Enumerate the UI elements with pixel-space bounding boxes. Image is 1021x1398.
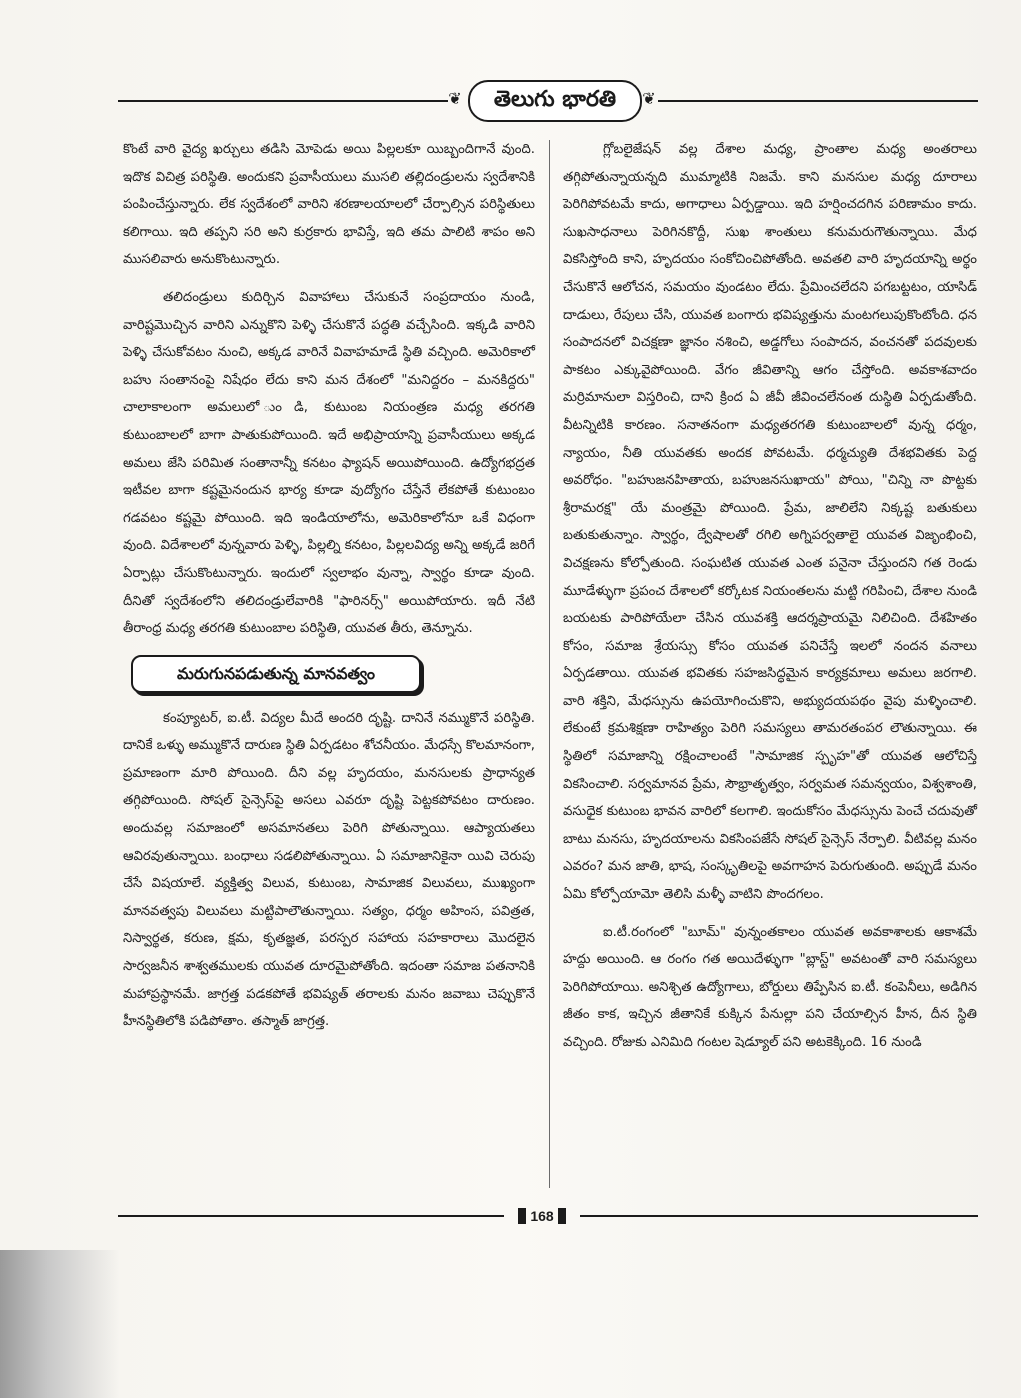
ornament-left-icon: ❦	[448, 89, 462, 108]
page-header	[118, 78, 978, 122]
scan-shadow	[0, 1250, 120, 1398]
footer-rule-right	[580, 1215, 978, 1217]
right-column	[563, 136, 977, 1057]
magazine-title: తెలుగు భారతి	[468, 80, 642, 122]
section-heading: మరుగునపడుతున్న మానవత్వం	[131, 655, 421, 693]
page-number-block-right-icon	[558, 1208, 566, 1224]
column-divider	[549, 140, 550, 1188]
page-number-box	[508, 1204, 576, 1228]
page-footer	[118, 1204, 978, 1228]
left-paragraph-3: కంప్యూటర్, ఐ.టీ. విద్యల మీదే అందరి దృష్టి. దానినే నమ్ముకొనే పరిస్థితి. దానికే ఒళ్ళు అమ్ముకొనే దారుణ స్థితి ఏర్పడటం శోచనీయం. మేధస్సే కొలమానంగా, ప్రమాణంగా మారి పోయింది. దీని వల్ల హృదయం, మనసులకు ప్రాధాన్యత తగ్గిపోయింది. సోషల్ సైన్సెస్‌పై అసలు ఎవరూ దృష్టి పెట్టకపోవటం దారుణం. అందువల్ల సమాజంలో అసమానతలు పెరిగి పోతున్నాయి. ఆప్యాయతలు ఆవిరవుతున్నాయి. బంధాలు సడలిపోతున్నాయి. ఏ సమాజానికైనా యివి చెరుపు చేసే విషయాలే. వ్యక్తిత్వ విలువ, కుటుంబ, సామాజిక విలువలు, ముఖ్యంగా మానవత్వపు విలువలు మట్టిపాలౌతున్నాయి. సత్యం, ధర్మం అహింస, పవిత్రత, నిస్వార్థత, కరుణ, క్షమ, కృతజ్ఞత, పరస్పర సహాయ సహకారాలు మొదలైన సార్వజనీన శాశ్వతములకు యువత దూరమైపోతోంది. ఇదంతా సమాజ పతనానికి మహాప్రస్థానమే. జాగ్రత్త పడకపోతే భవిష్యత్ తరాలకు మనం జవాబు చెప్పుకొనే హీనస్థితిలోకి పడిపోతాం. తస్మాత్ జాగ్రత్త.	[123, 710, 535, 1030]
header-rule-right	[658, 100, 978, 102]
left-paragraph-2: తలిదండ్రులు కుదిర్చిన వివాహాలు చేసుకునే సంప్రదాయం నుండి, వారిష్టమొచ్చిన వారిని ఎన్నుకొని పెళ్ళి చేసుకొనే పద్ధతి వచ్చేసింది. ఇక్కడి వారిని పెళ్ళి చేసుకోవటం నుంచి, అక్కడ వారినే వివాహమాడే స్థితి వచ్చింది. అమెరికాలో బహు సంతానంపై నిషేధం లేదు కాని మన దేశంలో "మనిద్దరం – మనకిద్దరు" చాలాకాలంగా అమలులో ుండి, కుటుంబ నియంత్రణ మధ్య తరగతి కుటుంబాలలో బాగా పాతుకుపోయింది. ఇదే అభిప్రాయాన్ని ప్రవాసీయులు అక్కడ అమలు జేసి పరిమిత సంతానాన్నీ కనటం ఫ్యాషన్ అయిపోయింది. ఉద్యోగభద్రత ఇటీవల బాగా కష్టమైనందున భార్య కూడా వుద్యోగం చేస్తేనే లేకపోతే కుటుంబం గడవటం కష్టమై పోయింది. ఇది ఇండియాలోను, అమెరికాలోనూ ఒకే విధంగా వుంది. విదేశాలలో వున్నవారు పెళ్ళి, పిల్లల్ని కనటం, పిల్లలవిద్య అన్ని అక్కడే జరిగే ఏర్పాట్లు చేసుకొంటున్నారు. ఇందులో స్వలాభం వున్నా, స్వార్థం కూడా వుంది. దీనితో స్వదేశంలోని తలిదండ్రులేవారికి "ఫారినర్స్" అయిపోయారు. ఇదీ నేటి తీరాంధ్ర మధ్య తరగతి కుటుంబాల పరిస్థితి, యువత తీరు, తెన్నూను.	[123, 289, 535, 637]
ornament-right-icon: ❦	[642, 89, 656, 108]
page-number: 168	[530, 1208, 554, 1224]
footer-rule-left	[118, 1215, 504, 1217]
right-paragraph-1: గ్లోబలైజేషన్ వల్ల దేశాల మధ్య, ప్రాంతాల మధ్య అంతరాలు తగ్గిపోతున్నాయన్నది ముమ్మాటికి నిజమే. కాని మనసుల మధ్య దూరాలు పెరిగిపోవటమే కాదు, అగాధాలు ఏర్పడ్డాయి. ఇది హర్షించదగిన పరిణామం కాదు. సుఖసాధనాలు పెరిగినకొద్దీ, సుఖ శాంతులు కనుమరుగౌతున్నాయి. మేధ వికసిస్తోంది కాని, హృదయం సంకోచించిపోతోంది. అవతలి వారి హృదయాన్ని అర్థం చేసుకొనే ఆలోచన, సమయం వుండటం లేదు. ప్రేమించలేదని పగబట్టటం, యాసిడ్ దాడులు, రేపులు చేసి, యువత బంగారు భవిష్యత్తును మంటగలుపుకొంటోంది. ధన సంపాదనలో విచక్షణా జ్ఞానం నశించి, అడ్డగోలు సంపాదన, వంచనతో పదవులకు పాకటం ఎక్కువైపోయింది. వేగం జీవితాన్ని ఆగం చేస్తోంది. అవకాశవాదం మర్రిమానులా విస్తరించి, దాని క్రింద ఏ జీవీ జీవించలేనంత దుస్థితి ఏర్పడుతోంది. వీటన్నిటికి కారణం. సనాతనంగా మధ్యతరగతి కుటుంబాలలో వున్న ధర్మం, న్యాయం, నీతి యువతకు అందక పోవటమే. ధర్మచ్యుతి దేశభవితకు పెద్ద అవరోధం. "బహుజనహితాయ, బహుజనసుఖాయ" పోయి, "చిన్ని నా పొట్టకు శ్రీరామరక్ష" యే మంత్రమై పోయింది. ప్రేమ, జాలిలేని నిక్కష్ట బతుకులు బతుకుతున్నాం. స్వార్థం, ద్వేషాలతో రగిలి అగ్నిపర్వతాలై యువత విజృంభించి, విచక్షణను కోల్పోతుంది. సంఘటిత యువత ఎంత పనైనా చేస్తుందని గత రెండు మూడేళ్ళుగా ప్రపంచ దేశాలలో కర్కోటక నియంతలను మట్టి గరిపించి, దేశాల నుండి బయటకు పారిపోయేలా చేసిన యువశక్తి ఆదర్శప్రాయమై నిలిచింది. దేశహితం కోసం, సమాజ శ్రేయస్సు కోసం యువత పనిచేస్తే ఇలలో నందన వనాలు ఏర్పడతాయి. యువత భవితకు సహజసిద్ధమైన కార్యక్రమాలు అమలు జరగాలి. వారి శక్తిని, మేధస్సును ఉపయోగించుకొని, అభ్యుదయపథం వైపు మళ్ళించాలి. లేకుంటే క్రమశిక్షణా రాహిత్యం పెరిగి సమస్యలు తామరతంపర లౌతున్నాయి. ఈ స్థితిలో సమాజాన్ని రక్షించాలంటే "సామాజిక స్పృహ"తో యువత ఆలోచిస్తే వికసించాలి. సర్వమానవ ప్రేమ, సౌభ్రాతృత్వం, సర్వమత సమన్వయం, విశ్వశాంతి, వసుధైక కుటుంబ భావన వారిలో కలగాలి. ఇందుకోసం మేధస్సును పెంచే చదువుతో బాటు మనసు, హృదయాలను వికసింపజేసే సోషల్ సైన్సెస్ నేర్పాలి. వీటివల్ల మనం ఎవరం? మన జాతి, భాష, సంస్కృతిలపై అవగాహన పెరుగుతుంది. అప్పుడే మనం ఏమి కోల్పోయామో తెలిసి మళ్ళీ వాటిని పొందగలం.	[563, 142, 977, 903]
left-column	[123, 136, 535, 1036]
right-paragraph-2: ఐ.టీ.రంగంలో "బూమ్" వున్నంతకాలం యువత అవకాశాలకు ఆకాశమే హద్దు అయింది. ఆ రంగం గత అయిదేళ్ళుగా "బ్లాస్ట్" అవటంతో వారి సమస్యలు పెరిగిపోయాయి. అనిశ్చిత ఉద్యోగాలు, బోర్డులు తిప్పేసిన ఐ.టీ. కంపెనీలు, అడిగిన జీతం కాక, ఇచ్చిన జీతానికే కుక్కిన పేనుల్లా పని చేయాల్సిన హీన, దీన స్థితి వచ్చింది. రోజుకు ఎనిమిది గంటల షెడ్యూల్ పని అటకెక్కింది. 16 నుండి	[563, 924, 977, 1050]
page-number-block-left-icon	[518, 1208, 526, 1224]
left-paragraph-1: కొంటే వారి వైద్య ఖర్చులు తడిసి మోపెడు అయి పిల్లలకూ యిబ్బందిగానే వుంది. ఇదొక విచిత్ర పరిస్థితి. అందుకని ప్రవాసీయులు ముసలి తల్లిదండ్రులను స్వదేశానికి పంపించేస్తున్నారు. లేక స్వదేశంలో వారిని శరణాలయాలలో చేర్పాల్సిన పరిస్థితులు కలిగాయి. ఇది తప్పని సరి అని కుర్రకారు భావిస్తే, ఇది తమ పాలిటి శాపం అని ముసలివారు అనుకొంటున్నారు.	[123, 142, 535, 268]
header-rule-left	[118, 100, 448, 102]
